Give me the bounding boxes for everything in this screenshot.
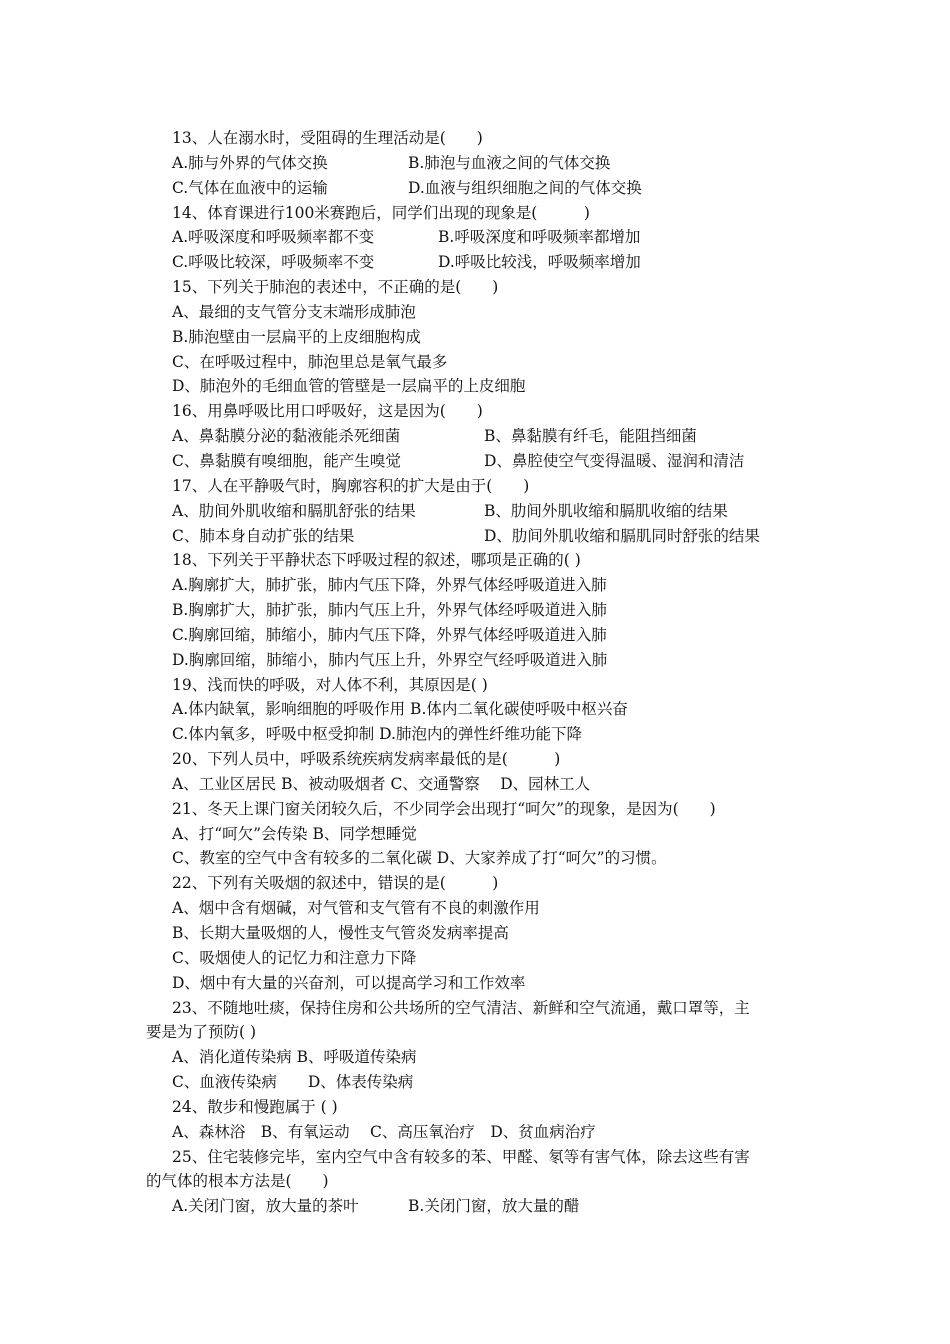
question-17-options-cd [146,524,806,549]
question-25-stem-line1: 25、住宅装修完毕，室内空气中含有较多的苯、甲醛、氡等有害气体，除去这些有害 [172,1147,750,1166]
question-13-option-d: D.血液与组织细胞之间的气体交换 [408,178,642,197]
question-14-option-d: D.呼吸比较浅，呼吸频率增加 [438,253,641,272]
question-22-stem: 22、下列有关吸烟的叙述中，错误的是( ) [172,874,499,893]
question-21-stem: 21、冬天上课门窗关闭较久后，不少同学会出现打“呵欠”的现象，是因为( ) [172,799,716,818]
question-17-option-d: D、肋间外肌收缩和膈肌同时舒张的结果 [484,526,760,545]
question-18-stem: 18、下列关于平静状态下呼吸过程的叙述，哪项是正确的( ) [172,551,581,570]
question-25-options-ab [146,1194,806,1219]
question-21-options-ab: A、打“呵欠”会传染 B、同学想睡觉 [172,824,417,843]
question-18-option-b: B.胸廓扩大，肺扩张，肺内气压上升，外界气体经呼吸道进入肺 [172,601,607,620]
question-16-option-c: C、鼻黏膜有嗅细胞，能产生嗅觉 [172,451,401,470]
question-22-option-b: B、长期大量吸烟的人，慢性支气管炎发病率提高 [172,924,509,942]
question-14-options-ab [146,225,806,250]
question-17-options-ab [146,499,806,524]
question-18-option-c: C.胸廓回缩，肺缩小，肺内气压下降，外界气体经呼吸道进入肺 [172,625,607,644]
question-19-stem: 19、浅而快的呼吸，对人体不利，其原因是( ) [172,675,488,694]
question-16-options-cd [146,449,806,474]
question-14-stem: 14、体育课进行100米赛跑后，同学们出现的现象是( ) [172,203,590,222]
question-18-option-d: D.胸廓回缩，肺缩小，肺内气压上升，外界空气经呼吸道进入肺 [172,650,608,669]
question-25-option-a: A.关闭门窗，放大量的茶叶 [172,1197,359,1216]
question-16-stem: 16、用鼻呼吸比用口呼吸好，这是因为( ) [172,402,483,421]
question-16-option-d: D、鼻腔使空气变得温暖、湿润和清洁 [484,451,745,470]
question-16-options-ab [146,424,806,449]
question-15-option-d: D、肺泡外的毛细血管的管壁是一层扁平的上皮细胞 [172,377,526,396]
question-14-option-c: C.呼吸比较深，呼吸频率不变 [172,253,375,272]
question-15-option-a: A、最细的支气管分支末端形成肺泡 [172,302,416,321]
question-20-options: A、工业区居民 B、被动吸烟者 C、交通警察 D、园林工人 [172,774,591,793]
question-22-option-c: C、吸烟使人的记忆力和注意力下降 [172,948,417,967]
exam-page [146,126,806,1219]
question-18-option-a: A.胸廓扩大，肺扩张，肺内气压下降，外界气体经呼吸道进入肺 [172,576,607,595]
question-13-option-b: B.肺泡与血液之间的气体交换 [408,153,611,172]
question-17-option-b: B、肋间外肌收缩和膈肌收缩的结果 [484,501,728,520]
question-22-option-d: D、烟中有大量的兴奋剂，可以提高学习和工作效率 [172,973,526,992]
question-13-options-ab [146,151,806,176]
question-23-stem-line2: 要是为了预防( ) [146,1023,257,1042]
question-24-stem: 24、散步和慢跑属于 ( ) [172,1097,338,1116]
question-15-option-b: B.肺泡壁由一层扁平的上皮细胞构成 [172,327,421,346]
question-17-stem: 17、人在平静吸气时，胸廓容积的扩大是由于( ) [172,476,530,495]
question-16-option-b: B、鼻黏膜有纤毛，能阻挡细菌 [484,427,697,446]
question-14-option-a: A.呼吸深度和呼吸频率都不变 [172,228,375,247]
question-19-options-ab: A.体内缺氧，影响细胞的呼吸作用 B.体内二氧化碳使呼吸中枢兴奋 [172,700,628,719]
question-22-option-a: A、烟中含有烟碱，对气管和支气管有不良的刺激作用 [172,899,540,918]
question-14-options-cd [146,250,806,275]
question-13-options-cd [146,176,806,201]
question-15-option-c: C、在呼吸过程中，肺泡里总是氧气最多 [172,352,448,371]
question-17-option-c: C、肺本身自动扩张的结果 [172,526,355,545]
question-19-options-cd: C.体内氧多，呼吸中枢受抑制 D.肺泡内的弹性纤维功能下降 [172,725,582,744]
question-14-option-b: B.呼吸深度和呼吸频率都增加 [438,228,641,247]
question-17-option-a: A、肋间外肌收缩和膈肌舒张的结果 [172,501,416,520]
question-15-stem: 15、下列关于肺泡的表述中，不正确的是( ) [172,278,499,297]
question-13-stem: 13、人在溺水时，受阻碍的生理活动是( ) [172,129,483,147]
question-16-option-a: A、鼻黏膜分泌的黏液能杀死细菌 [172,427,401,446]
question-13-option-c: C.气体在血液中的运输 [172,178,328,197]
question-24-options: A、森林浴 B、有氧运动 C、高压氧治疗 D、贫血病治疗 [172,1122,596,1141]
question-21-options-cd: C、教室的空气中含有较多的二氧化碳 D、大家养成了打“呵欠”的习惯。 [172,849,667,868]
question-25-stem-line2: 的气体的根本方法是( ) [146,1172,329,1191]
question-20-stem: 20、下列人员中，呼吸系统疾病发病率最低的是( ) [172,750,561,769]
question-13-option-a: A.肺与外界的气体交换 [172,153,328,172]
question-25-option-b: B.关闭门窗，放大量的醋 [408,1197,580,1216]
question-23-stem-line1: 23、不随地吐痰，保持住房和公共场所的空气清洁、新鲜和空气流通，戴口罩等，主 [172,998,750,1017]
question-23-options-ab: A、消化道传染病 B、呼吸道传染病 [172,1048,417,1067]
question-23-options-cd: C、血液传染病 D、体表传染病 [172,1073,414,1092]
